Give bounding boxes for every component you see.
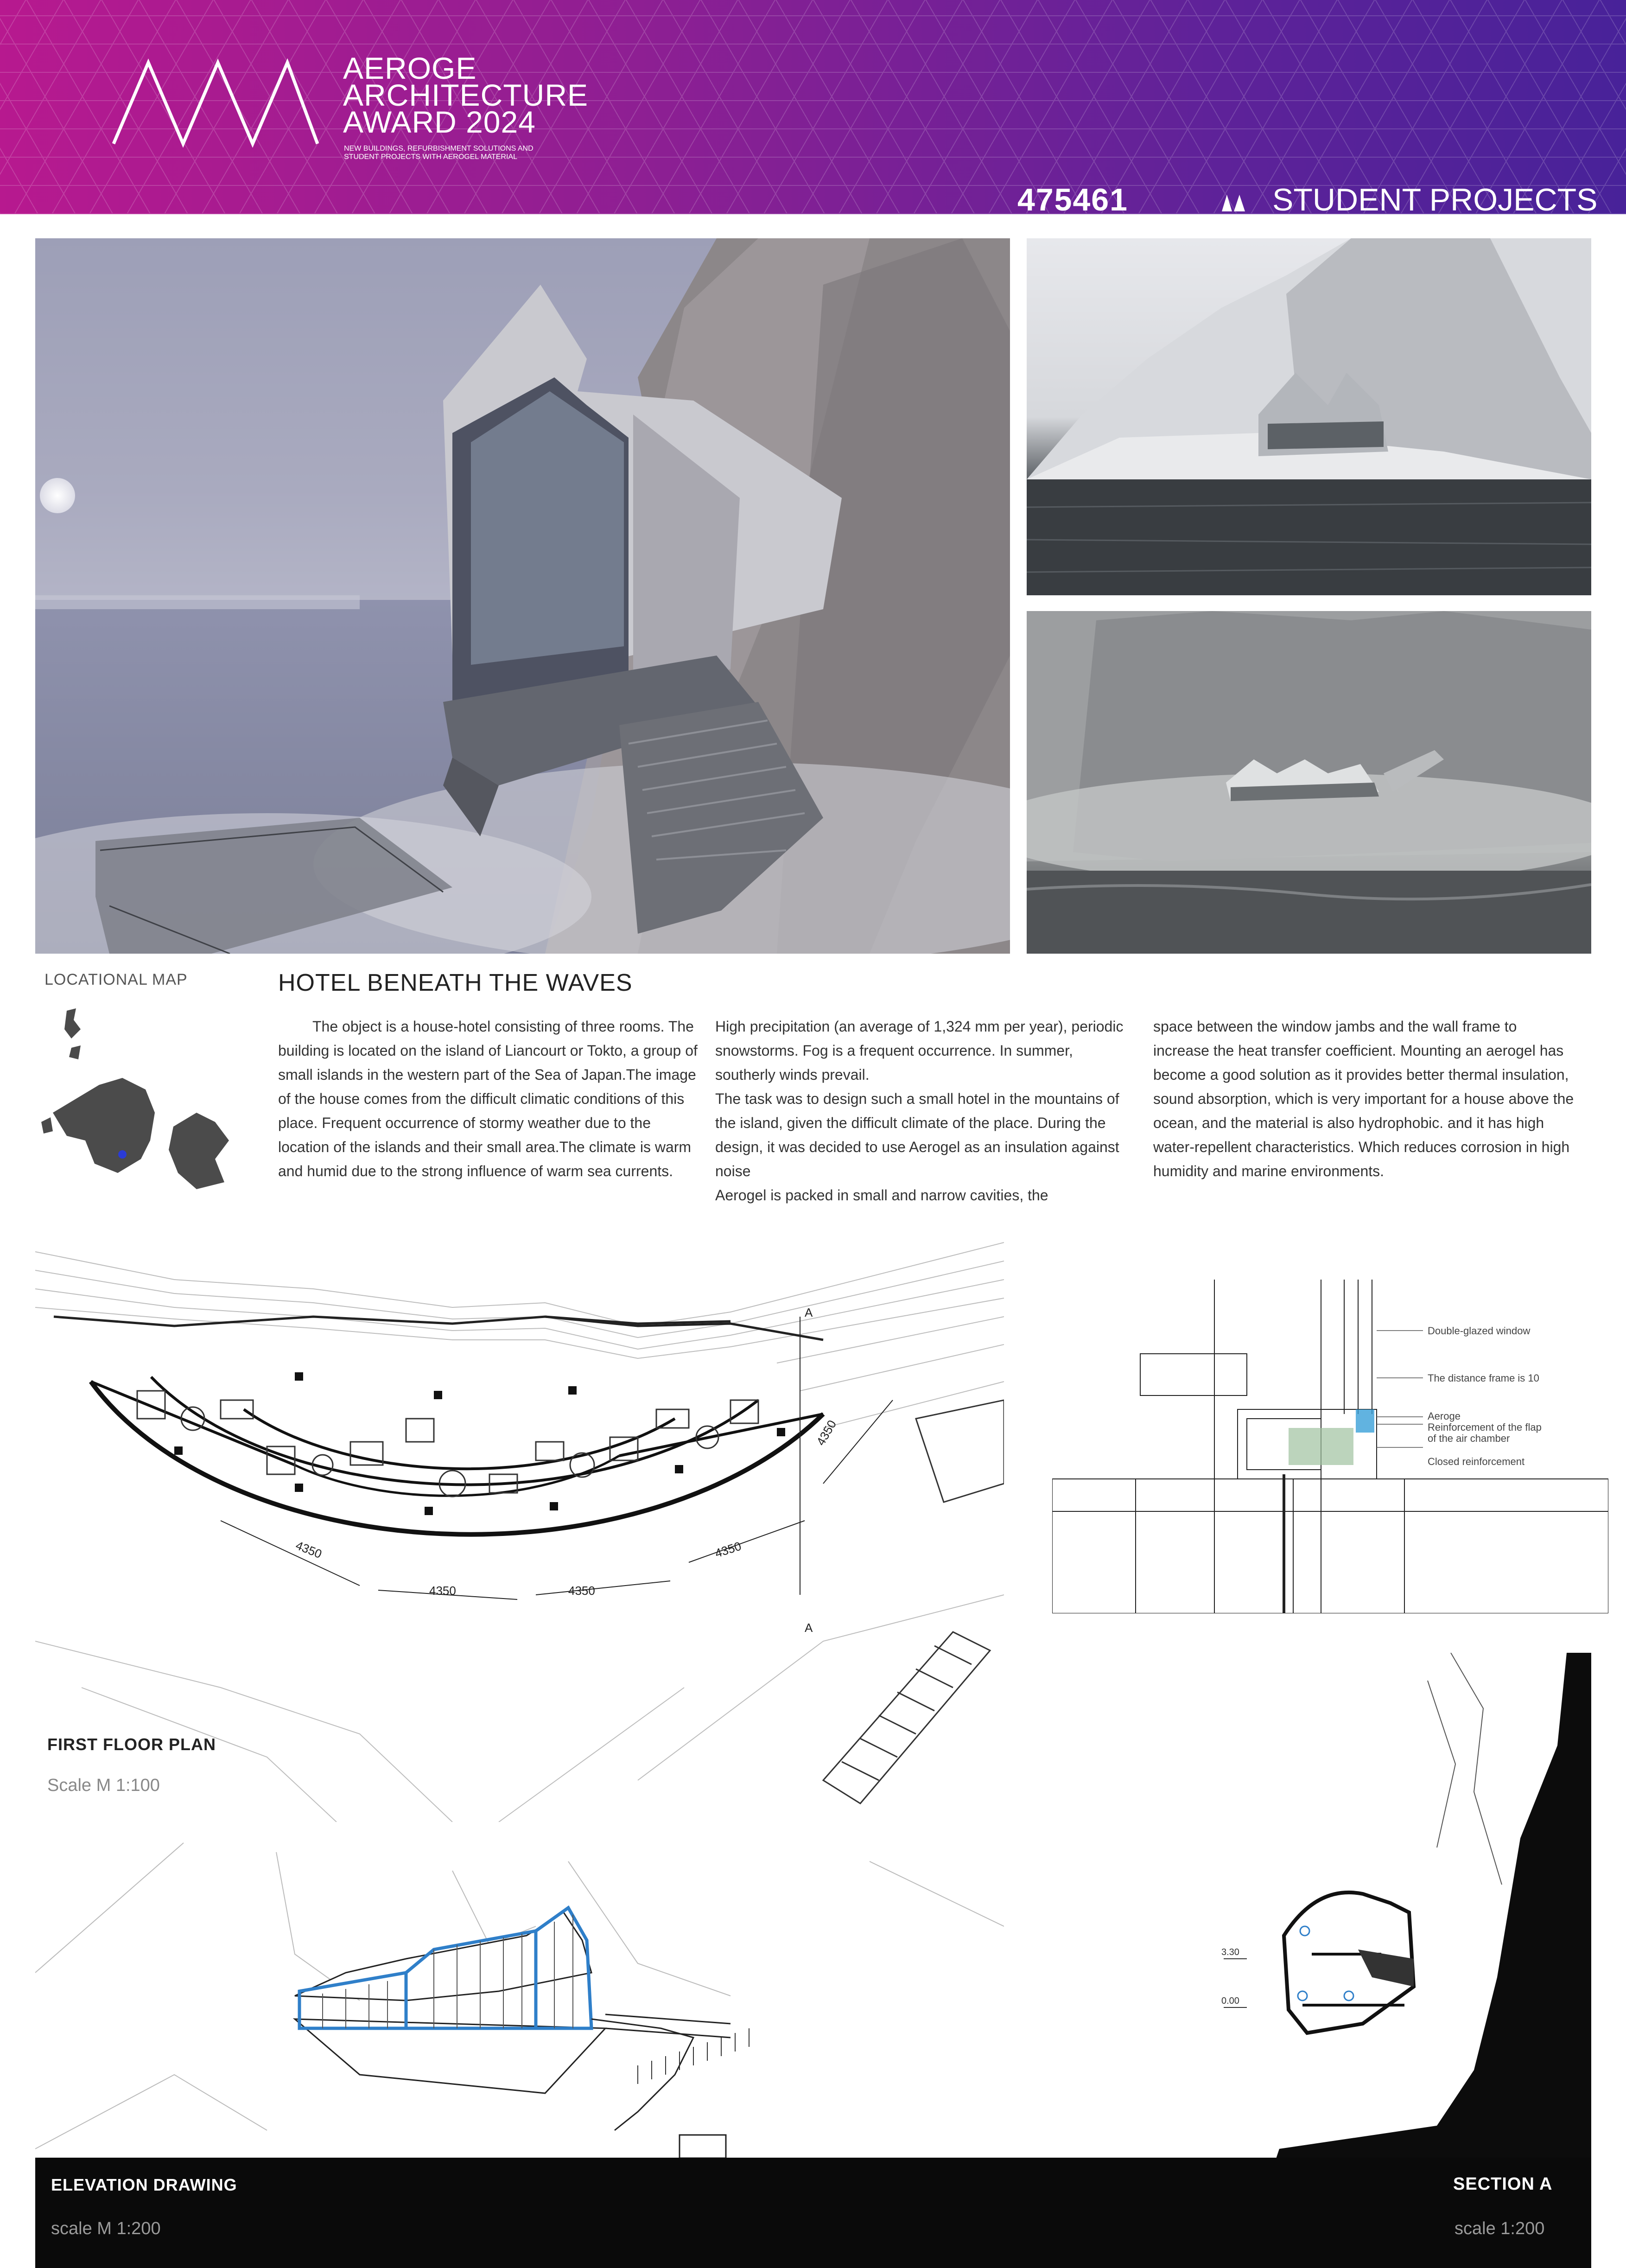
description-column-1: [278, 1014, 700, 1183]
description-column-2: [715, 1014, 1137, 1207]
footer-bar: [35, 2158, 1591, 2268]
plan-scale: Scale M 1:100: [47, 1776, 160, 1795]
section-title: SECTION A: [1453, 2174, 1553, 2194]
top-right-render-drawing: [1027, 238, 1591, 595]
header-banner: [0, 0, 1626, 214]
plan-title: FIRST FLOOR PLAN: [47, 1735, 216, 1754]
section-scale: scale 1:200: [1455, 2219, 1545, 2238]
plan-dimension: 4350: [568, 1584, 595, 1598]
detail-callout: Closed reinforcement: [1428, 1456, 1525, 1467]
window-detail-drawing: [1052, 1270, 1608, 1613]
elevation-scale: scale M 1:200: [51, 2219, 161, 2238]
category-label: STUDENT PROJECTS: [1272, 182, 1598, 214]
bottom-right-render-image: [1027, 611, 1591, 954]
level-mark: 3.30: [1221, 1947, 1239, 1957]
detail-callout: The distance frame is 10: [1428, 1372, 1539, 1384]
section-mark: A: [805, 1621, 813, 1635]
paragraph: High precipitation (an average of 1,324 mm per year), periodic snowstorms. Fog is a frequent occurrence. In summer, southerly winds prevail.: [715, 1018, 1124, 1083]
entry-id: 475461: [1017, 182, 1128, 214]
paragraph: Aerogel is packed in small and narrow cavities, the: [715, 1187, 1048, 1204]
detail-callout: Aeroge: [1428, 1410, 1461, 1422]
paragraph: The task was to design such a small hotel in the mountains of the island, given the difficult climate of the place. During the design, it was decided to use Aerogel as an insulation against noise: [715, 1090, 1119, 1179]
plan-dimension: 4350: [293, 1538, 324, 1561]
detail-callout: Reinforcement of the flap: [1428, 1421, 1542, 1433]
detail-callout: Double-glazed window: [1428, 1325, 1531, 1337]
aeroge-mountain-logo-icon: [111, 56, 320, 148]
locational-map: [39, 1001, 261, 1196]
paragraph: space between the window jambs and the wall frame to increase the heat transfer coefficient. Mounting an aerogel has become a good solution as it provides better thermal insulation, sound absorption, which is very important for a house above the ocean, and the material is also hydrophobic. and it has high water-repellent characteristics. Which reduces corrosion in high humidity and marine environments.: [1153, 1018, 1574, 1179]
main-render-drawing: [35, 238, 1010, 954]
moon: [40, 478, 75, 513]
plan-dimension: 4350: [713, 1539, 743, 1561]
bottom-right-render-drawing: [1027, 611, 1591, 954]
description-column-3: [1153, 1014, 1575, 1183]
section-a-drawing: [1196, 1653, 1591, 2163]
plan-dimension: 4350: [813, 1417, 839, 1448]
project-title: HOTEL BENEATH THE WAVES: [278, 969, 633, 996]
main-render-image: [35, 238, 1010, 954]
brand-line: ARCHITECTURE: [343, 78, 589, 112]
locational-map-label: LOCATIONAL MAP: [44, 971, 188, 988]
first-floor-plan-drawing: [35, 1224, 1004, 1822]
top-right-render-image: [1027, 238, 1591, 595]
location-marker: [118, 1150, 127, 1159]
brand-line: AEROGE: [343, 51, 477, 85]
small-mountain-icon: [1221, 191, 1246, 211]
level-mark: 0.00: [1221, 1996, 1239, 2006]
brand-subtitle: NEW BUILDINGS, REFURBISHMENT SOLUTIONS AND STUDENT PROJECTS WITH AEROGEL MATERIAL: [344, 145, 534, 161]
detail-callout: of the air chamber: [1428, 1433, 1510, 1444]
paragraph: The object is a house-hotel consisting of three rooms. The building is located on the island of Liancourt or Tokto, a group of small islands in the western part of the Sea of Japan.The image of the house comes from the difficult climatic conditions of this place. Frequent occurrence of stormy weather due to the location of the islands and their small area.The climate is warm and humid due to the strong influence of warm sea currents.: [278, 1018, 698, 1179]
elevation-drawing: [35, 1834, 1004, 2158]
section-mark: A: [805, 1306, 813, 1319]
elevation-title: ELEVATION DRAWING: [51, 2175, 237, 2194]
brand-line: AWARD 2024: [343, 105, 536, 139]
brand-name: [343, 51, 589, 139]
plan-dimension: 4350: [429, 1584, 456, 1598]
